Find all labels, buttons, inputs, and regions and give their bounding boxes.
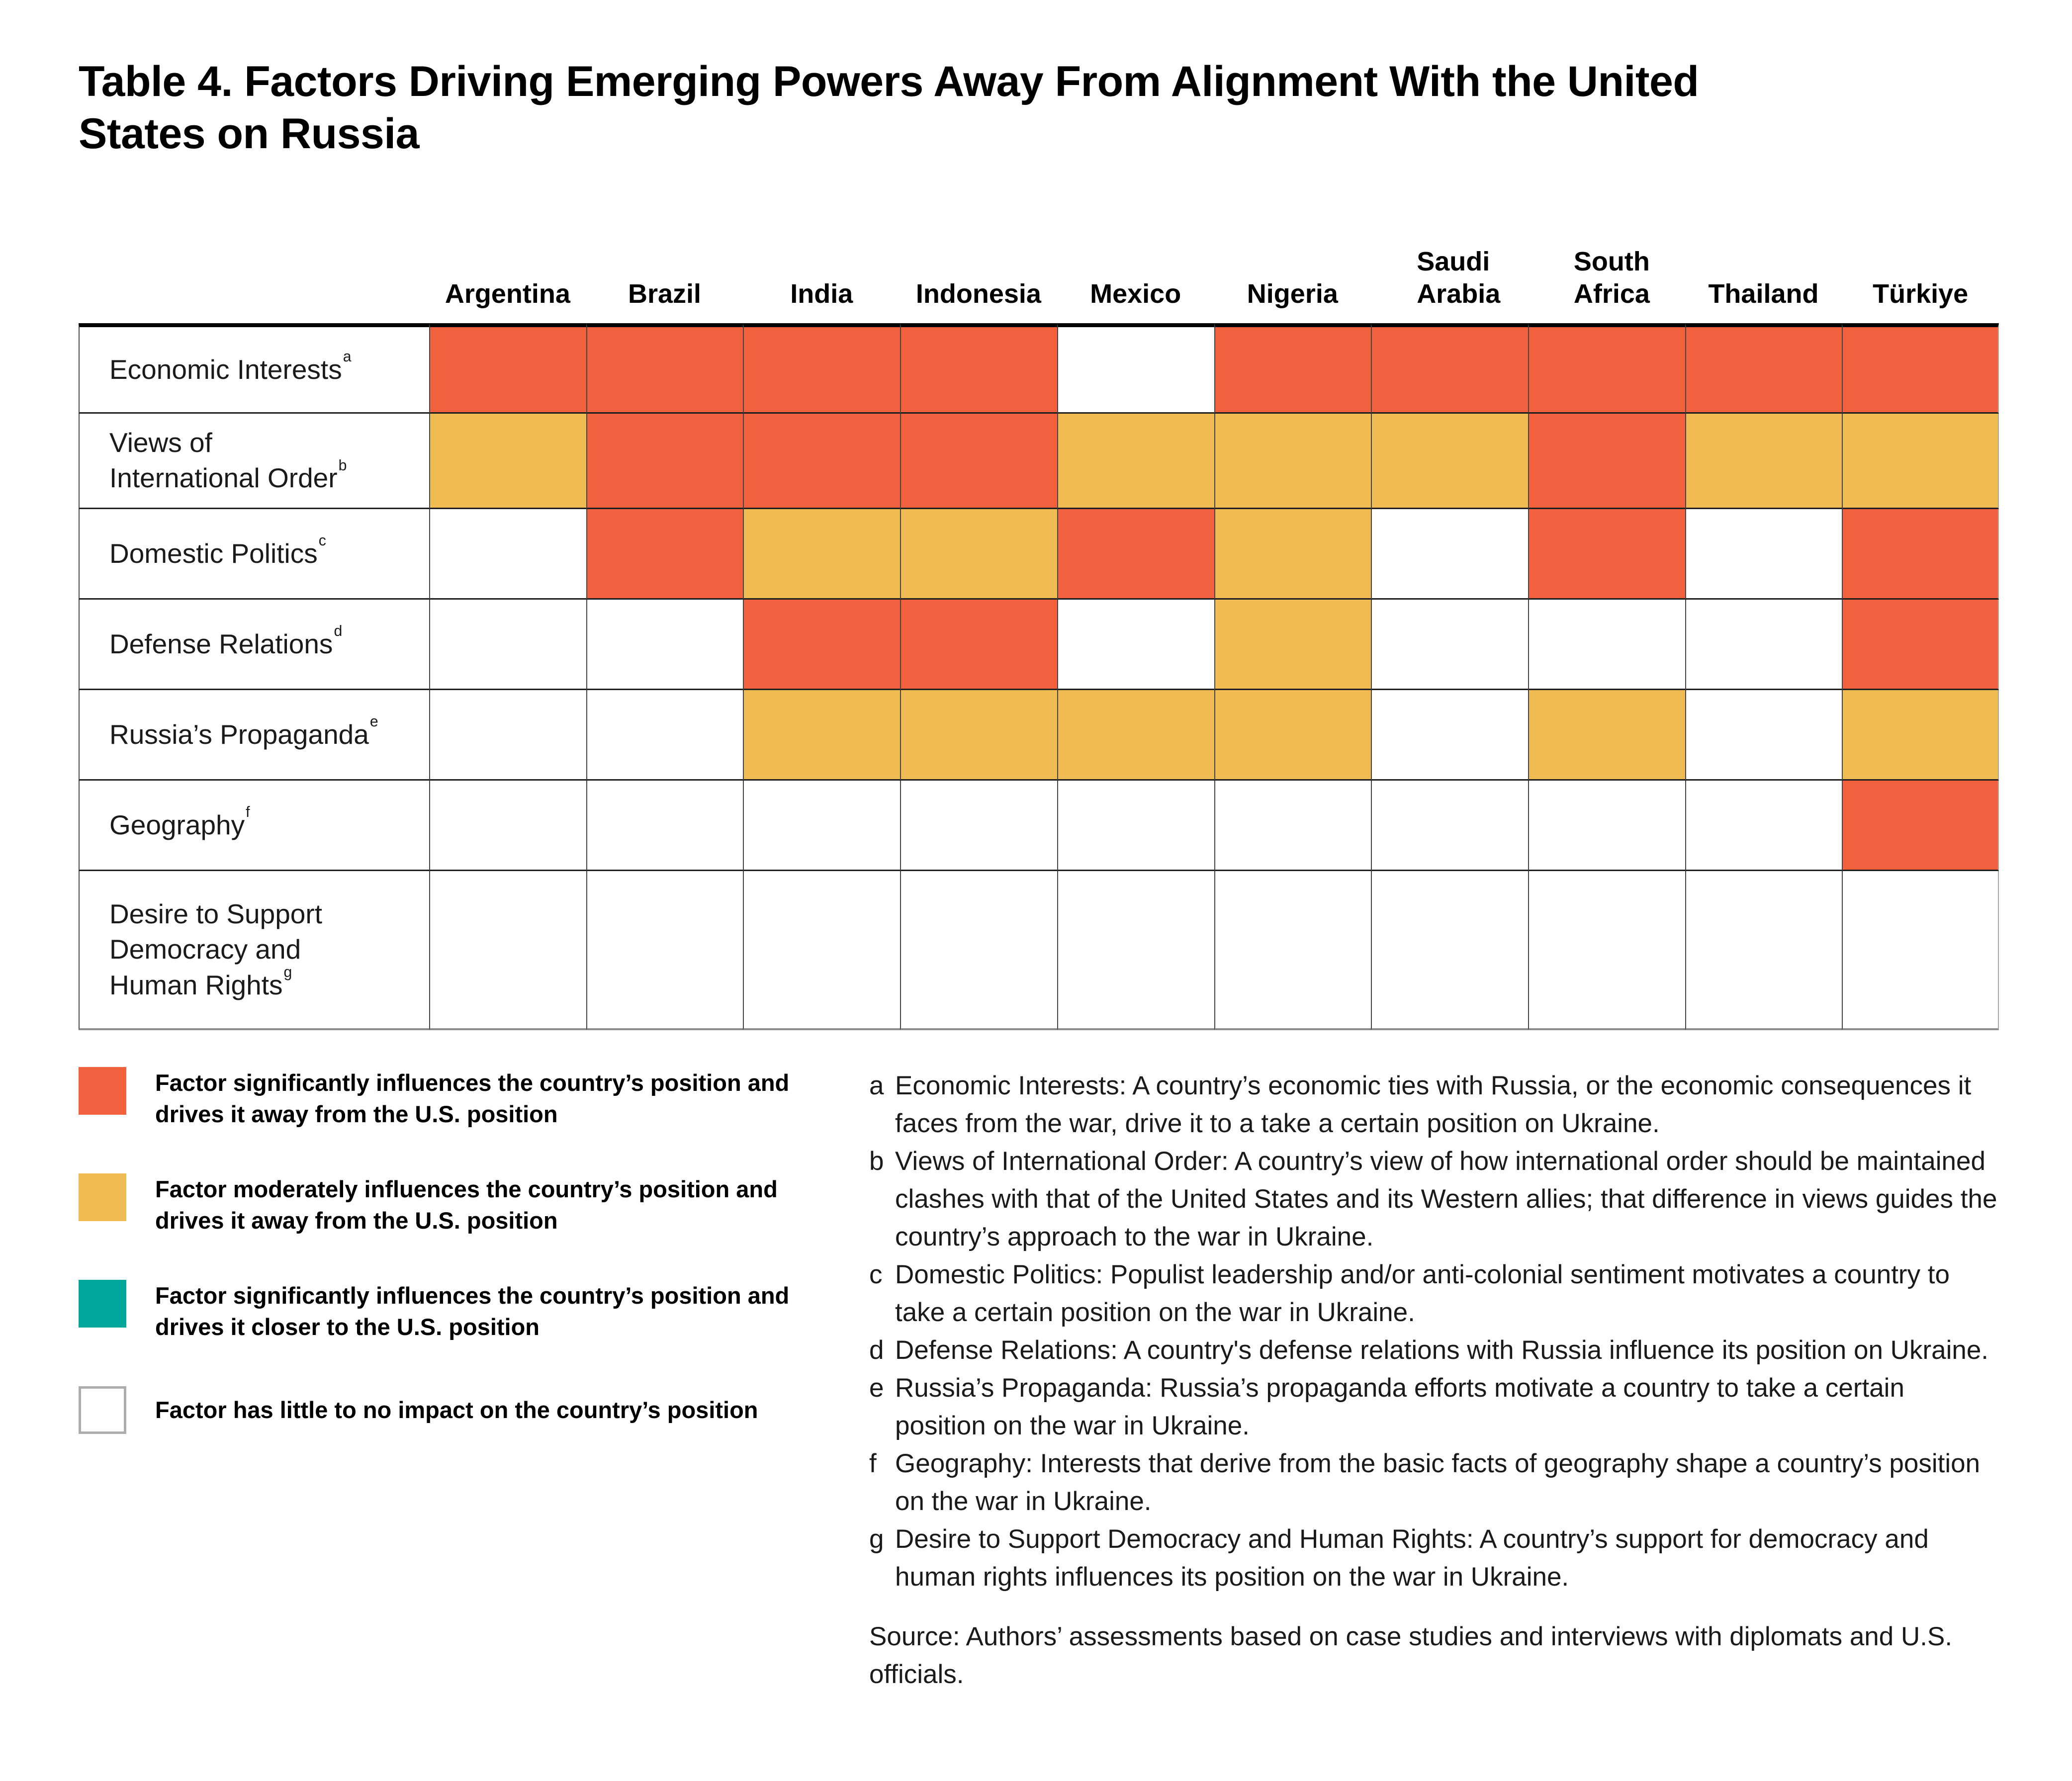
row-label-line: Economic Interests$^a$ bbox=[109, 349, 352, 385]
row-label-geography bbox=[79, 781, 429, 871]
footnote-text: Desire to Support Democracy and Human Rights: A country’s support for democracy and human rights influences its position on the war in Ukraine. bbox=[895, 1524, 1929, 1592]
column-header-line: India bbox=[790, 279, 853, 309]
cell-geography-t-rkiye bbox=[1842, 781, 1999, 871]
column-header-line: Brazil bbox=[628, 279, 702, 309]
footnote-text: Domestic Politics: Populist leadership and/or anti-colonial sentiment motivates a country to take a certain position on the war in Ukraine. bbox=[895, 1259, 1950, 1327]
column-header-line: Arabia bbox=[1417, 279, 1501, 309]
footnote-letter: b bbox=[869, 1146, 884, 1176]
column-header-argentina bbox=[429, 218, 586, 323]
row-label-line: Russia’s Propaganda$^e$ bbox=[109, 713, 378, 750]
column-header-nigeria bbox=[1214, 218, 1371, 323]
cell-domestic-politics-indonesia bbox=[900, 509, 1057, 600]
legend-label-none: Factor has little to no impact on the country’s position bbox=[155, 1397, 758, 1424]
row-label-domestic-politics bbox=[79, 509, 429, 600]
cell-domestic-politics-thailand bbox=[1685, 509, 1842, 600]
footnote-letter: f bbox=[869, 1448, 877, 1478]
cell-economic-interests-indonesia bbox=[900, 323, 1057, 414]
footnote-marker: c bbox=[318, 533, 326, 549]
cell-geography-saudi-arabia bbox=[1371, 781, 1528, 871]
column-header-line: Argentina bbox=[445, 279, 570, 309]
row-label-line: Views of bbox=[109, 427, 212, 458]
column-header-line: Indonesia bbox=[915, 279, 1041, 309]
row-label-economic-interests bbox=[79, 323, 429, 414]
cell-domestic-politics-nigeria bbox=[1214, 509, 1371, 600]
row-label-russia-s-propaganda bbox=[79, 690, 429, 781]
cell-defense-relations-mexico bbox=[1057, 600, 1214, 690]
cell-desire-to-support-democracy-and-human-rights-south-africa bbox=[1528, 871, 1685, 1030]
footnote-letter: e bbox=[869, 1373, 884, 1403]
bottom-section bbox=[79, 1067, 1999, 1693]
legend-label-significant: Factor significantly influences the country’s position and drives it away from the U.S. position bbox=[155, 1069, 790, 1127]
column-header-line: Türkiye bbox=[1873, 279, 1969, 309]
legend-item-moderate bbox=[79, 1173, 869, 1236]
cell-russia-s-propaganda-thailand bbox=[1685, 690, 1842, 781]
footnote-letter: d bbox=[869, 1335, 884, 1365]
cell-geography-indonesia bbox=[900, 781, 1057, 871]
cell-views-of-international-order-t-rkiye bbox=[1842, 414, 1999, 509]
cell-views-of-international-order-brazil bbox=[586, 414, 743, 509]
row-label-desire-to-support-democracy-and-human-rights bbox=[79, 871, 429, 1030]
column-header-t-rkiye bbox=[1842, 218, 1999, 323]
cell-defense-relations-south-africa bbox=[1528, 600, 1685, 690]
footnote-e bbox=[869, 1369, 1999, 1445]
cell-views-of-international-order-india bbox=[743, 414, 900, 509]
column-header-line: Saudi bbox=[1417, 247, 1490, 277]
legend-item-none bbox=[79, 1386, 869, 1434]
factors-matrix-table bbox=[79, 218, 1999, 1030]
footnote-marker: f bbox=[246, 804, 250, 821]
cell-geography-nigeria bbox=[1214, 781, 1371, 871]
footnote-c bbox=[869, 1256, 1999, 1332]
cell-views-of-international-order-saudi-arabia bbox=[1371, 414, 1528, 509]
corner-cell bbox=[79, 218, 429, 323]
cell-economic-interests-mexico bbox=[1057, 323, 1214, 414]
row-label-line: Desire to Support bbox=[109, 898, 322, 929]
cell-economic-interests-south-africa bbox=[1528, 323, 1685, 414]
row-label-line: Defense Relations$^d$ bbox=[109, 623, 343, 659]
row-label-line: International Order$^b$ bbox=[109, 457, 347, 494]
footnote-letter: a bbox=[869, 1070, 884, 1100]
cell-domestic-politics-brazil bbox=[586, 509, 743, 600]
column-header-india bbox=[743, 218, 900, 323]
cell-geography-mexico bbox=[1057, 781, 1214, 871]
cell-russia-s-propaganda-indonesia bbox=[900, 690, 1057, 781]
row-label-defense-relations bbox=[79, 600, 429, 690]
footnote-g bbox=[869, 1520, 1999, 1596]
column-header-line: Mexico bbox=[1090, 279, 1181, 309]
cell-russia-s-propaganda-brazil bbox=[586, 690, 743, 781]
cell-economic-interests-thailand bbox=[1685, 323, 1842, 414]
row-label-line: Geography$^f$ bbox=[109, 804, 250, 840]
column-header-line: Thailand bbox=[1708, 279, 1819, 309]
legend-label-moderate: Factor moderately influences the country’s position and drives it away from the U.S. position bbox=[155, 1175, 778, 1234]
cell-economic-interests-saudi-arabia bbox=[1371, 323, 1528, 414]
column-header-line: Nigeria bbox=[1247, 279, 1338, 309]
column-header-indonesia bbox=[900, 218, 1057, 323]
column-header-brazil bbox=[586, 218, 743, 323]
cell-views-of-international-order-mexico bbox=[1057, 414, 1214, 509]
table-title: Table 4. Factors Driving Emerging Powers Away From Alignment With the United States on Russia bbox=[79, 58, 1699, 158]
footnote-text: Defense Relations: A country's defense relations with Russia influence its position on Ukraine. bbox=[895, 1335, 1989, 1365]
footnote-text: Economic Interests: A country’s economic ties with Russia, or the economic consequences it faces from the war, drive it to a take a certain position on Ukraine. bbox=[895, 1070, 1972, 1138]
footnote-marker: a bbox=[343, 349, 352, 365]
cell-desire-to-support-democracy-and-human-rights-nigeria bbox=[1214, 871, 1371, 1030]
cell-russia-s-propaganda-mexico bbox=[1057, 690, 1214, 781]
cell-defense-relations-thailand bbox=[1685, 600, 1842, 690]
cell-economic-interests-india bbox=[743, 323, 900, 414]
cell-geography-brazil bbox=[586, 781, 743, 871]
legend-swatch-moderate bbox=[79, 1173, 126, 1221]
footnote-letter: g bbox=[869, 1524, 884, 1554]
footnote-b bbox=[869, 1143, 1999, 1256]
footnotes-section bbox=[869, 1067, 1999, 1693]
cell-desire-to-support-democracy-and-human-rights-t-rkiye bbox=[1842, 871, 1999, 1030]
footnote-text: Geography: Interests that derive from the basic facts of geography shape a country’s position on the war in Ukraine. bbox=[895, 1448, 1981, 1516]
cell-desire-to-support-democracy-and-human-rights-thailand bbox=[1685, 871, 1842, 1030]
footnote-d bbox=[869, 1332, 1999, 1369]
legend-item-significant bbox=[79, 1067, 869, 1130]
cell-economic-interests-t-rkiye bbox=[1842, 323, 1999, 414]
cell-economic-interests-nigeria bbox=[1214, 323, 1371, 414]
cell-views-of-international-order-south-africa bbox=[1528, 414, 1685, 509]
footnote-text: Russia’s Propaganda: Russia’s propaganda efforts motivate a country to take a certain position on the war in Ukraine. bbox=[895, 1373, 1904, 1440]
footnote-f bbox=[869, 1445, 1999, 1520]
cell-views-of-international-order-indonesia bbox=[900, 414, 1057, 509]
cell-russia-s-propaganda-india bbox=[743, 690, 900, 781]
row-label-line: Democracy and bbox=[109, 934, 301, 965]
footnote-marker: g bbox=[283, 964, 292, 981]
column-header-line: South bbox=[1573, 247, 1650, 277]
column-header-thailand bbox=[1685, 218, 1842, 323]
cell-views-of-international-order-nigeria bbox=[1214, 414, 1371, 509]
cell-domestic-politics-t-rkiye bbox=[1842, 509, 1999, 600]
cell-domestic-politics-saudi-arabia bbox=[1371, 509, 1528, 600]
cell-desire-to-support-democracy-and-human-rights-india bbox=[743, 871, 900, 1030]
cell-russia-s-propaganda-argentina bbox=[429, 690, 586, 781]
cell-russia-s-propaganda-south-africa bbox=[1528, 690, 1685, 781]
cell-geography-thailand bbox=[1685, 781, 1842, 871]
cell-views-of-international-order-thailand bbox=[1685, 414, 1842, 509]
cell-defense-relations-saudi-arabia bbox=[1371, 600, 1528, 690]
legend-swatch-closer bbox=[79, 1280, 126, 1328]
row-label-line: Human Rights$^g$ bbox=[109, 964, 292, 1000]
cell-geography-argentina bbox=[429, 781, 586, 871]
cell-geography-india bbox=[743, 781, 900, 871]
cell-domestic-politics-mexico bbox=[1057, 509, 1214, 600]
source-note: Source: Authors’ assessments based on case studies and interviews with diplomats and U.S. officials. bbox=[869, 1621, 1953, 1689]
footnote-text: Views of International Order: A country’s view of how international order should be maintained clashes with that of the United States and its Western allies; that difference in views guides the country’s approach to the war in Ukraine. bbox=[895, 1146, 1997, 1251]
cell-desire-to-support-democracy-and-human-rights-indonesia bbox=[900, 871, 1057, 1030]
cell-defense-relations-brazil bbox=[586, 600, 743, 690]
cell-desire-to-support-democracy-and-human-rights-brazil bbox=[586, 871, 743, 1030]
cell-economic-interests-argentina bbox=[429, 323, 586, 414]
column-header-saudi-arabia bbox=[1371, 218, 1528, 323]
legend-item-closer bbox=[79, 1280, 869, 1342]
footnote-marker: d bbox=[334, 623, 343, 640]
cell-defense-relations-t-rkiye bbox=[1842, 600, 1999, 690]
legend-label-closer: Factor significantly influences the country’s position and drives it closer to the U.S. position bbox=[155, 1282, 790, 1340]
cell-domestic-politics-india bbox=[743, 509, 900, 600]
legend-swatch-significant bbox=[79, 1067, 126, 1115]
cell-economic-interests-brazil bbox=[586, 323, 743, 414]
cell-desire-to-support-democracy-and-human-rights-argentina bbox=[429, 871, 586, 1030]
legend-swatch-none bbox=[79, 1386, 126, 1434]
cell-defense-relations-indonesia bbox=[900, 600, 1057, 690]
cell-views-of-international-order-argentina bbox=[429, 414, 586, 509]
cell-defense-relations-nigeria bbox=[1214, 600, 1371, 690]
footnote-letter: c bbox=[869, 1259, 883, 1289]
cell-desire-to-support-democracy-and-human-rights-mexico bbox=[1057, 871, 1214, 1030]
cell-russia-s-propaganda-t-rkiye bbox=[1842, 690, 1999, 781]
footnote-a bbox=[869, 1067, 1999, 1143]
footnote-list bbox=[869, 1067, 1999, 1596]
cell-defense-relations-argentina bbox=[429, 600, 586, 690]
legend bbox=[79, 1067, 869, 1693]
row-label-line: Domestic Politics$^c$ bbox=[109, 533, 326, 569]
cell-domestic-politics-argentina bbox=[429, 509, 586, 600]
column-header-line: Africa bbox=[1573, 279, 1650, 309]
cell-russia-s-propaganda-nigeria bbox=[1214, 690, 1371, 781]
cell-russia-s-propaganda-saudi-arabia bbox=[1371, 690, 1528, 781]
cell-desire-to-support-democracy-and-human-rights-saudi-arabia bbox=[1371, 871, 1528, 1030]
cell-geography-south-africa bbox=[1528, 781, 1685, 871]
column-header-south-africa bbox=[1528, 218, 1685, 323]
footnote-marker: b bbox=[338, 457, 347, 474]
column-header-mexico bbox=[1057, 218, 1214, 323]
cell-domestic-politics-south-africa bbox=[1528, 509, 1685, 600]
cell-defense-relations-india bbox=[743, 600, 900, 690]
footnote-marker: e bbox=[369, 713, 378, 730]
row-label-views-of-international-order bbox=[79, 414, 429, 509]
